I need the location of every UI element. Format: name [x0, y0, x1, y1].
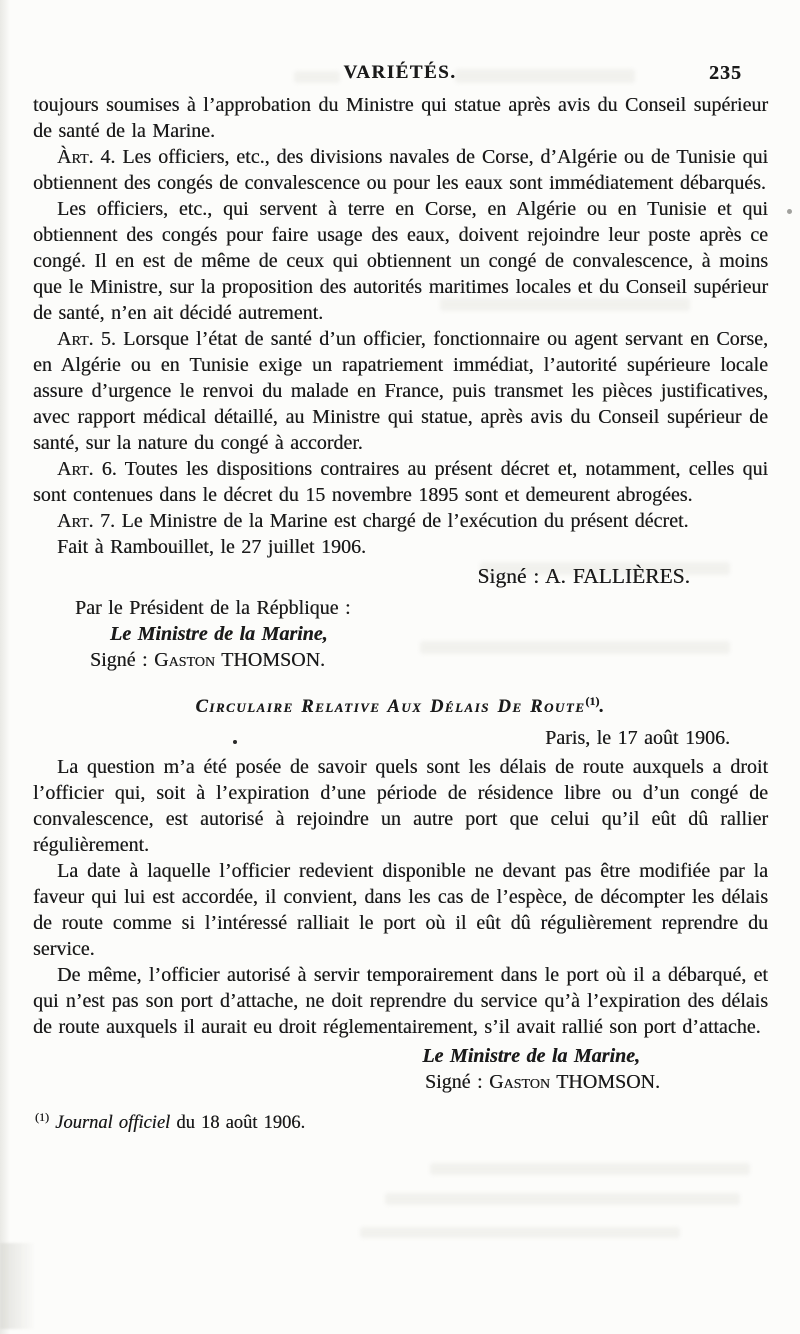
minister-title: Le Ministre de la Marine, [110, 623, 328, 645]
footnote-source: Journal officiel [55, 1113, 171, 1134]
president-signature: Signé : A. FALLIÈRES. [477, 564, 690, 588]
circular-paragraph-1: La question m’a été posée de savoir quels sont les délais de route auxquels a droit l’officier qui, soit à l’expiration d’une période de résidence libre ou d’un congé de convalescence, est autorisé à rejoindre un autre port que celui qu’il eût dû rallier régulièrement. [33, 756, 768, 857]
countersign-intro: Par le Président de la Répblique : [75, 597, 351, 619]
circular-minister-last-name: THOMSON. [556, 1071, 660, 1094]
article-7-label: Art. 7. [57, 510, 115, 532]
circular-signature-prefix: Signé : [424, 1071, 483, 1094]
scan-corner-smudge [0, 1243, 36, 1329]
bleed-through-artifact [430, 1163, 750, 1175]
circular-minister-signature [33, 1069, 768, 1095]
article-7-text: Le Ministre de la Marine est chargé de l’exécution du présent décret. [121, 510, 689, 532]
page-number: 235 [709, 62, 742, 84]
minister-signature-prefix: Signé : [90, 649, 148, 671]
circular-dateline-text: Paris, le 17 août 1906. [545, 727, 730, 750]
decree-dateline: Fait à Rambouillet, le 27 juillet 1906. [57, 536, 366, 558]
footnote [33, 1104, 768, 1136]
decree-article-5 [33, 326, 768, 456]
bleed-through-artifact [360, 1227, 680, 1238]
decree-paragraph-continuation: toujours soumises à l’approbation du Ministre qui statue après avis du Conseil supérieur de santé de la Marine. [33, 94, 768, 142]
footnote-reference-mark: (1) [585, 694, 600, 708]
circular-dateline [33, 725, 768, 751]
circular-heading-text: Circulaire Relative Aux Délais De Route [195, 697, 586, 718]
minister-last-name: THOMSON. [221, 649, 326, 671]
footnote-number: (1) [35, 1110, 49, 1125]
page-text-column [33, 92, 768, 1136]
article-6-label: Art. 6. [57, 458, 117, 480]
minister-signature [33, 647, 768, 673]
circular-minister-title: Le Ministre de la Marine, [422, 1045, 640, 1068]
article-5-text: Lorsque l’état de santé d’un officier, fonctionnaire ou agent servant en Corse, en Algérie ou en Tunisie exige un rapatriement immédiat, l’autorité supérieure locale assure d’urgence le renvoi du malade en France, puis transmet les pièces justificatives, avec rapport médical détaillé, au Ministre qui statue, après avis du Conseil supérieur de santé, sur la nature du congé à accorder. [33, 328, 768, 454]
decree-article-6 [33, 456, 768, 508]
running-header-title: VARIÉTÉS. [343, 62, 457, 83]
decree-article-4 [33, 144, 768, 196]
circular-heading [33, 688, 768, 720]
circular-paragraph-3: De même, l’officier autorisé à servir temporairement dans le port où il a débarqué, et qui n’est pas son port d’attache, ne doit reprendre du service qu’à l’expiration des délais de route auxquels il aurait eu droit réglementairement, s’il avait rallié son port d’attache. [33, 964, 768, 1039]
article-6-text: Toutes les dispositions contraires au présent décret et, notamment, celles qui sont contenues dans le décret du 15 novembre 1895 sont et demeurent abrogées. [33, 458, 768, 506]
running-header [0, 62, 800, 88]
decree-article-7 [33, 508, 768, 534]
circular-heading-period: . [599, 697, 606, 718]
ink-speck [233, 740, 237, 744]
minister-first-name: Gaston [154, 649, 215, 671]
circular-minister-first-name: Gaston [489, 1071, 550, 1094]
bleed-through-artifact [385, 1193, 740, 1205]
circular-paragraph-2: La date à laquelle l’officier redevient disponible ne devant pas être modifiée par la faveur qui lui est accordée, il convient, dans les cas de l’espèce, de décompter les délais de route comme si l’intéressé ralliait le port où il eût dû régulièrement reprendre du service. [33, 860, 768, 961]
article-4-text: Les officiers, etc., des divisions navales de Corse, d’Algérie ou de Tunisie qui obtiennent des congés de convalescence ou pour les eaux sont immédiatement débarqués. [33, 146, 768, 194]
ink-speck [787, 209, 792, 214]
decree-paragraph-terre: Les officiers, etc., qui servent à terre en Corse, en Algérie ou en Tunisie et qui obtiennent des congés pour faire usage des eaux, doivent rejoindre leur poste après ce congé. Il en est de même de ceux qui obtiennent un congé de convalescence, à moins que le Ministre, sur la proposition des autorités maritimes locales et du Conseil supérieur de santé, n’en ait décidé autrement. [33, 198, 768, 324]
footnote-rest: du 18 août 1906. [176, 1113, 306, 1134]
article-4-label: Àrt. 4. [57, 146, 116, 168]
scan-edge-shading [0, 0, 10, 1334]
article-5-label: Art. 5. [57, 328, 116, 350]
